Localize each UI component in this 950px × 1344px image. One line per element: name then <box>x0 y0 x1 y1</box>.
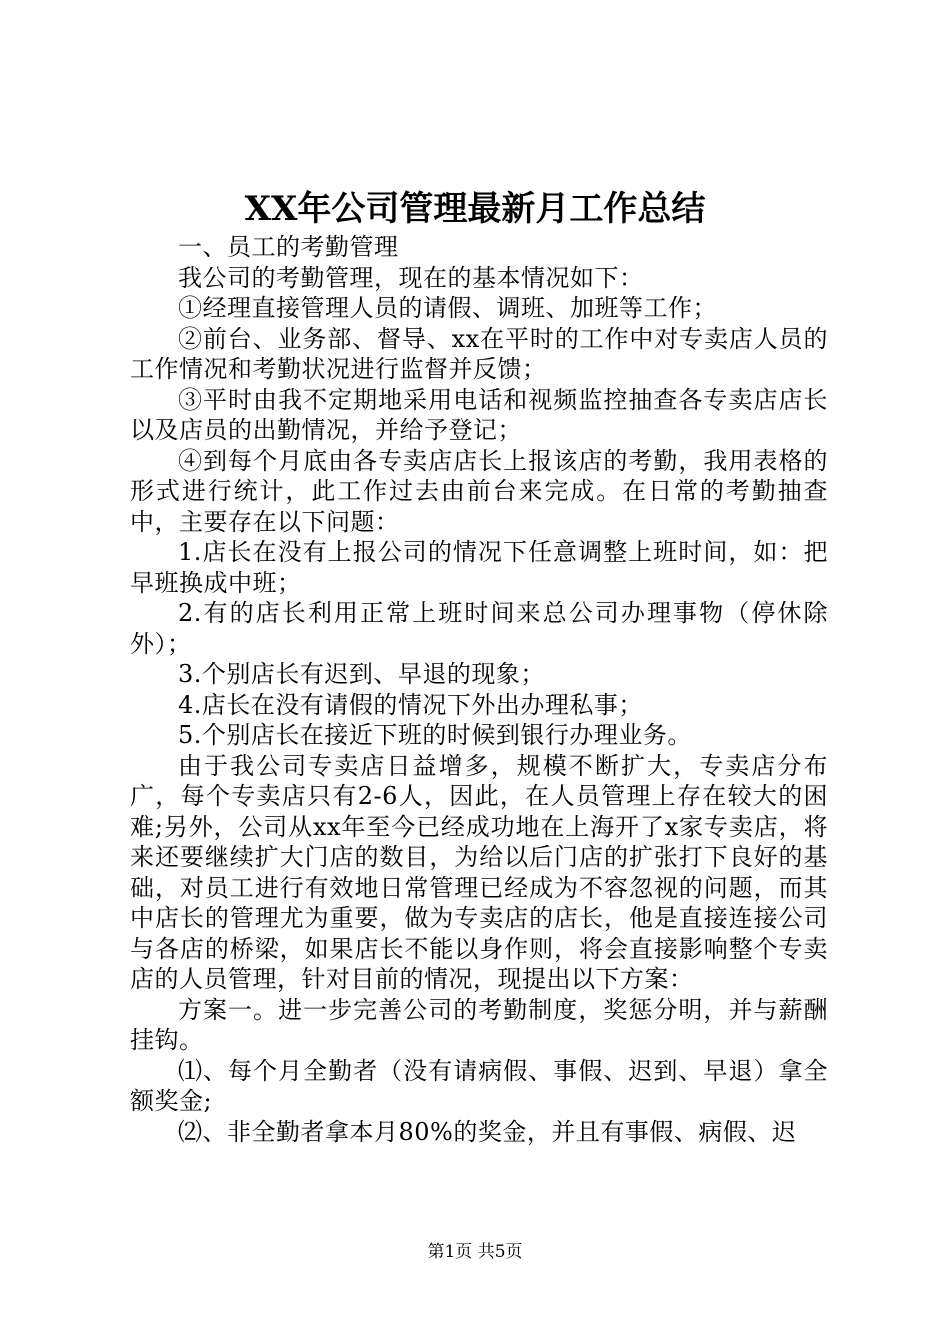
list-item: 3.个别店长有迟到、早退的现象； <box>178 660 545 688</box>
document-title: XX年公司管理最新月工作总结 <box>244 189 706 229</box>
paragraph: 我公司的考勤管理，现在的基本情况如下： <box>178 263 644 292</box>
paragraph: 方案一。进一步完善公司的考勤制度，奖惩分明，并与薪酬挂钩。 <box>130 995 828 1054</box>
list-item: ⑴、每个月全勤者（没有请病假、事假、迟到、早退）拿全额奖金; <box>130 1056 828 1115</box>
section-heading: 一、员工的考勤管理 <box>178 233 399 261</box>
paragraph: 由于我公司专卖店日益增多，规模不断扩大，专卖店分布广，每个专卖店只有2-6人，因此，在人员管理上存在较大的困难;另外，公司从xx年至今已经成功地在上海开了x家专卖店，将来还要继续扩大门店的数目，为给以后门店的扩张打下良好的基础，对员工进行有效地日常管理已经成为不容忽视的问题，而其中店长的管理尤为重要，做为专卖店的店长，他是直接连接公司与各店的桥梁，如果店长不能以身作则，将会直接影响整个专卖店的人员管理，针对目前的情况，现提出以下方案： <box>130 751 828 993</box>
list-item: ④到每个月底由各专卖店店长上报该店的考勤，我用表格的形式进行统计，此工作过去由前台来完成。在日常的考勤抽查中，主要存在以下问题： <box>130 446 828 536</box>
list-item: ②前台、业务部、督导、xx在平时的工作中对专卖店人员的工作情况和考勤状况进行监督并反馈； <box>130 324 828 383</box>
list-item: 4.店长在没有请假的情况下外出办理私事； <box>178 690 643 719</box>
list-item: 1.店长在没有上报公司的情况下任意调整上班时间，如：把早班换成中班； <box>130 538 828 597</box>
document-body <box>130 232 828 1147</box>
page-footer: 第1页 共5页 <box>427 1242 523 1262</box>
list-item: ③平时由我不定期地采用电话和视频监控抽查各专卖店店长以及店员的出勤情况，并给予登记； <box>130 385 828 444</box>
list-item: ⑵、非全勤者拿本月80%的奖金，并且有事假、病假、迟 <box>178 1117 797 1146</box>
list-item: ①经理直接管理人员的请假、调班、加班等工作； <box>178 294 717 322</box>
list-item: 5.个别店长在接近下班的时候到银行办理业务。 <box>178 721 692 749</box>
list-item: 2.有的店长利用正常上班时间来总公司办理事物（停休除外）； <box>130 599 828 658</box>
